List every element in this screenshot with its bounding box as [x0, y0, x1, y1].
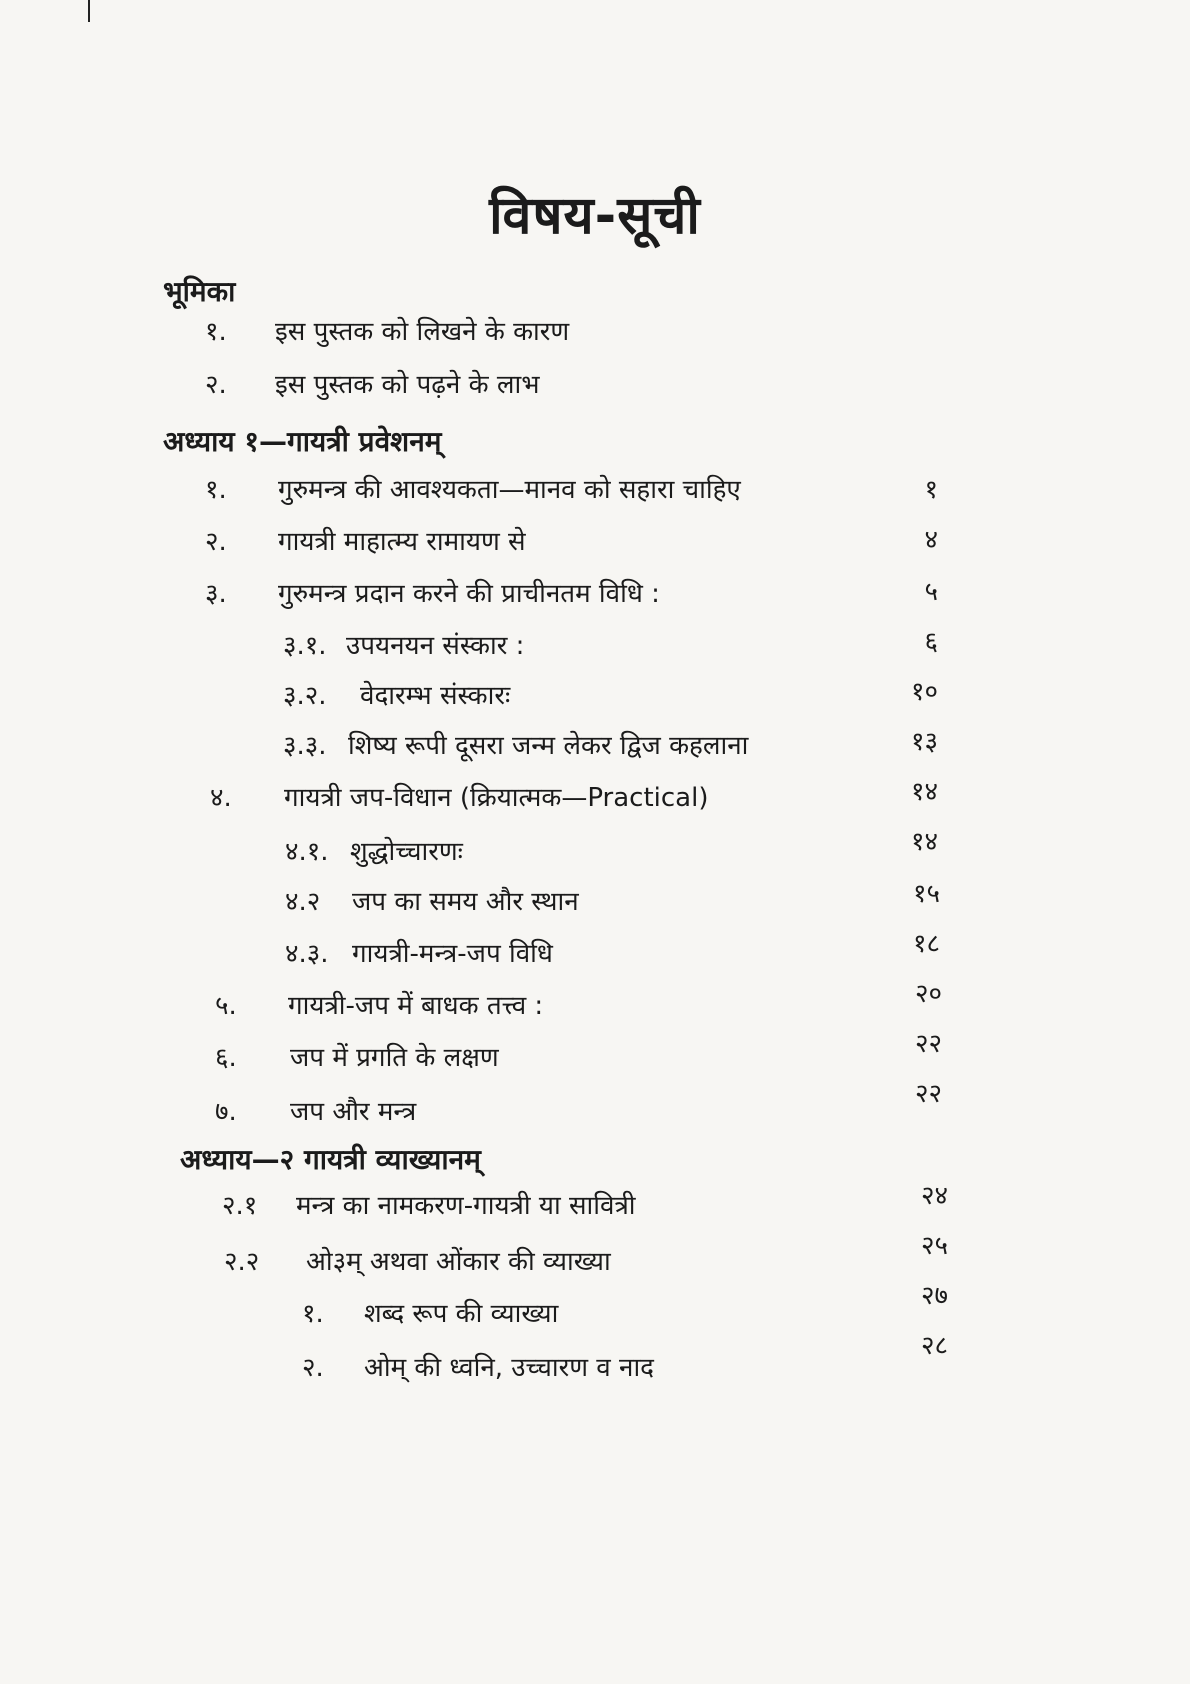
entry-title: गायत्री-जप में बाधक तत्त्व : — [288, 991, 544, 1021]
entry-title: शिष्य रूपी दूसरा जन्म लेकर द्विज कहलाना — [348, 731, 749, 761]
entry-title: जप में प्रगति के लक्षण — [290, 1043, 499, 1073]
entry-number: ५. — [215, 991, 237, 1021]
entry-page-number: ४ — [924, 525, 938, 555]
entry-number: ३.२. — [283, 681, 327, 711]
entry-title: शब्द रूप की व्याख्या — [364, 1299, 559, 1329]
entry-title: मन्त्र का नामकरण-गायत्री या सावित्री — [296, 1191, 636, 1221]
page-title: विषय-सूची — [489, 186, 701, 246]
entry-page-number: १५ — [912, 879, 940, 909]
entry-number: १. — [302, 1299, 324, 1329]
entry-title: उपयनयन संस्कार : — [346, 631, 525, 661]
entry-title: वेदारम्भ संस्कारः — [360, 681, 511, 711]
entry-page-number: २८ — [920, 1331, 948, 1361]
entry-page-number: ६ — [924, 627, 938, 657]
entry-number: ७. — [215, 1097, 237, 1127]
entry-number: १. — [205, 317, 227, 347]
entry-title: गुरुमन्त्र प्रदान करने की प्राचीनतम विधि : — [278, 579, 660, 609]
entry-number: २.१ — [222, 1191, 258, 1221]
entry-page-number: २२ — [914, 1029, 942, 1059]
entry-page-number: १४ — [910, 777, 938, 807]
entry-page-number: १८ — [912, 929, 940, 959]
entry-page-number: १ — [924, 475, 938, 505]
entry-page-number: १३ — [910, 727, 938, 757]
entry-title: ओ३म् अथवा ओंकार की व्याख्या — [306, 1247, 611, 1277]
entry-title: गुरुमन्त्र की आवश्यकता—मानव को सहारा चाहिए — [278, 475, 741, 505]
entry-number: ४.३. — [285, 939, 329, 969]
entry-number: २. — [302, 1353, 324, 1383]
entry-page-number: १४ — [910, 827, 938, 857]
entry-page-number: २४ — [920, 1181, 948, 1211]
entry-page-number: २५ — [920, 1231, 948, 1261]
entry-title: जप और मन्त्र — [290, 1097, 417, 1127]
section-heading-bhumika: भूमिका — [163, 275, 236, 308]
entry-number: ६. — [215, 1043, 237, 1073]
entry-title: इस पुस्तक को लिखने के कारण — [275, 317, 570, 347]
entry-title: गायत्री जप-विधान (क्रियात्मक—Practical) — [284, 783, 709, 813]
entry-page-number: १० — [910, 677, 938, 707]
entry-number: २.२ — [224, 1247, 260, 1277]
entry-number: ३.३. — [283, 731, 327, 761]
section-heading-chapter-1: अध्याय १—गायत्री प्रवेशनम् — [163, 425, 442, 458]
entry-number: ४.१. — [285, 837, 329, 867]
entry-title: इस पुस्तक को पढ़ने के लाभ — [275, 370, 540, 400]
entry-title: गायत्री-मन्त्र-जप विधि — [352, 939, 553, 969]
entry-title: गायत्री माहात्म्य रामायण से — [278, 527, 526, 557]
entry-number: २. — [205, 527, 227, 557]
entry-page-number: २२ — [914, 1079, 942, 1109]
entry-page-number: ५ — [924, 577, 938, 607]
entry-number: ४.२ — [285, 887, 321, 917]
entry-number: ४. — [210, 783, 232, 813]
entry-title: शुद्धोच्चारणः — [350, 837, 463, 867]
entry-number: १. — [205, 475, 227, 505]
entry-title: ओम् की ध्वनि, उच्चारण व नाद — [364, 1353, 654, 1383]
entry-number: ३.१. — [283, 631, 327, 661]
page-edge-mark — [88, 0, 90, 22]
entry-number: २. — [205, 370, 227, 400]
entry-title: जप का समय और स्थान — [352, 887, 579, 917]
entry-page-number: २० — [914, 979, 942, 1009]
section-heading-chapter-2: अध्याय—२ गायत्री व्याख्यानम् — [180, 1143, 481, 1176]
entry-number: ३. — [205, 579, 227, 609]
entry-page-number: २७ — [920, 1281, 948, 1311]
